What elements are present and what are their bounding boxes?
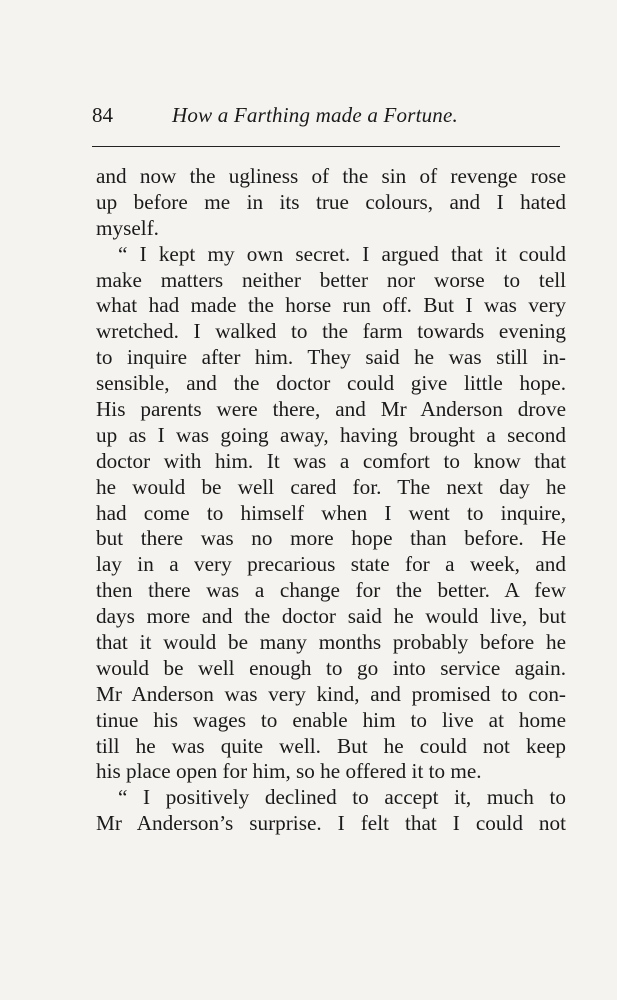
text-line: and now the ugliness of the sin of revenge rose: [96, 164, 566, 188]
text-line: days more and the doctor said he would live, but: [96, 604, 566, 629]
text-line: had come to himself when I went to inquire,: [96, 500, 566, 525]
text-line: Mr Anderson’s surprise. I felt that I could not: [96, 811, 566, 836]
page-number: 84: [92, 103, 113, 127]
text-line: “ I kept my own secret. I argued that it could: [118, 241, 566, 266]
text-line: wretched. I walked to the farm towards evening: [96, 319, 566, 344]
text-line: then there was a change for the better. A few: [96, 578, 566, 603]
text-line: up as I was going away, having brought a second: [96, 422, 566, 447]
text-line: would be well enough to go into service again.: [96, 655, 566, 680]
text-line: His parents were there, and Mr Anderson drove: [96, 397, 566, 422]
text-line: that it would be many months probably before he: [96, 630, 566, 655]
text-line: tinue his wages to enable him to live at home: [96, 707, 566, 732]
text-line: his place open for him, so he offered it to me.: [96, 759, 482, 784]
text-line: sensible, and the doctor could give little hope.: [96, 371, 566, 396]
header-rule: [92, 146, 560, 147]
text-line: till he was quite well. But he could not keep: [96, 733, 566, 758]
text-line: to inquire after him. They said he was still in-: [96, 345, 566, 370]
text-line: doctor with him. It was a comfort to know that: [96, 448, 566, 473]
text-line: “ I positively declined to accept it, much to: [118, 785, 566, 810]
text-line: myself.: [96, 215, 159, 240]
text-line: but there was no more hope than before. He: [96, 526, 566, 551]
body-text: [96, 164, 566, 837]
text-line: what had made the horse run off. But I was very: [96, 293, 566, 318]
text-line: Mr Anderson was very kind, and promised to con-: [96, 681, 566, 706]
text-line: up before me in its true colours, and I hated: [96, 189, 566, 214]
running-title: How a Farthing made a Fortune.: [172, 103, 458, 127]
page-header: [92, 100, 562, 130]
text-line: he would be well cared for. The next day he: [96, 474, 566, 499]
text-line: make matters neither better nor worse to tell: [96, 267, 566, 292]
text-line: lay in a very precarious state for a week, and: [96, 552, 566, 577]
